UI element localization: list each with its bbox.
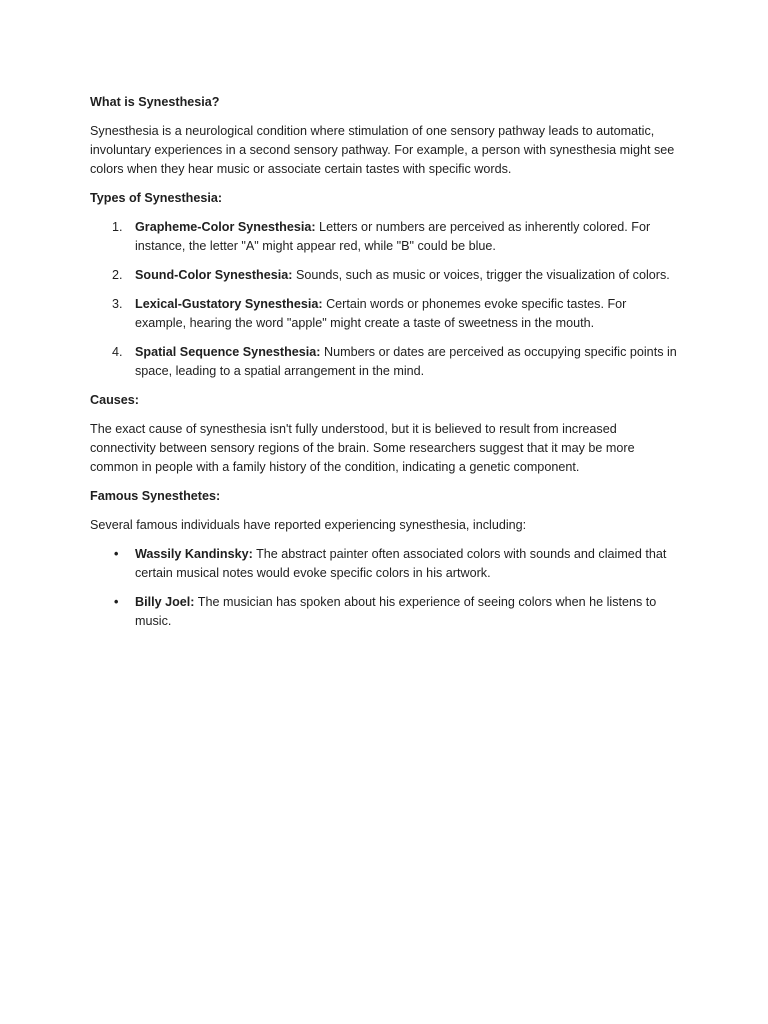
type-term: Lexical-Gustatory Synesthesia: — [135, 297, 323, 311]
type-term: Sound-Color Synesthesia: — [135, 268, 293, 282]
bullet-icon: • — [114, 595, 119, 609]
famous-list — [90, 545, 680, 631]
person-description: The abstract painter often associated colors with sounds and claimed that certain musical notes would evoke specific colors in his artwork. — [135, 547, 667, 580]
type-description: Certain words or phonemes evoke specific tastes. For example, hearing the word "apple" might create a taste of sweetness in the mouth. — [135, 297, 627, 330]
heading-types: Types of Synesthesia: — [90, 191, 223, 205]
causes-paragraph: The exact cause of synesthesia isn't fully understood, but it is believed to result from increased connectivity between sensory regions of the brain. Some researchers suggest that it may be more common in people with a family history of the condition, indicating a genetic component. — [90, 422, 635, 474]
type-description: Letters or numbers are perceived as inherently colored. For instance, the letter "A" might appear red, while "B" could be blue. — [135, 220, 651, 253]
type-term: Spatial Sequence Synesthesia: — [135, 345, 321, 359]
person-description: The musician has spoken about his experience of seeing colors when he listens to music. — [135, 595, 657, 628]
list-item — [90, 295, 680, 333]
heading-causes: Causes: — [90, 393, 139, 407]
list-item — [90, 545, 680, 583]
list-item — [90, 218, 680, 256]
types-list — [90, 218, 680, 381]
list-number: 1. — [112, 220, 123, 234]
person-name: Billy Joel: — [135, 595, 195, 609]
list-item — [90, 343, 680, 381]
type-description: Sounds, such as music or voices, trigger the visualization of colors. — [292, 268, 670, 282]
list-number: 3. — [112, 297, 123, 311]
heading-famous-synesthetes: Famous Synesthetes: — [90, 489, 221, 503]
list-number: 2. — [112, 268, 123, 282]
famous-intro-paragraph: Several famous individuals have reported experiencing synesthesia, including: — [90, 518, 527, 532]
list-item — [90, 593, 680, 631]
type-description: Numbers or dates are perceived as occupying specific points in space, leading to a spatial arrangement in the mind. — [135, 345, 677, 378]
bullet-icon: • — [114, 547, 119, 561]
heading-what-is-synesthesia: What is Synesthesia? — [90, 95, 220, 109]
list-number: 4. — [112, 345, 123, 359]
document-page — [90, 93, 680, 641]
list-item — [90, 266, 680, 285]
type-term: Grapheme-Color Synesthesia: — [135, 220, 316, 234]
person-name: Wassily Kandinsky: — [135, 547, 253, 561]
intro-paragraph: Synesthesia is a neurological condition where stimulation of one sensory pathway leads to automatic, involuntary experiences in a second sensory pathway. For example, a person with synesthesia might see colors when they hear music or associate certain tastes with specific words. — [90, 124, 675, 176]
